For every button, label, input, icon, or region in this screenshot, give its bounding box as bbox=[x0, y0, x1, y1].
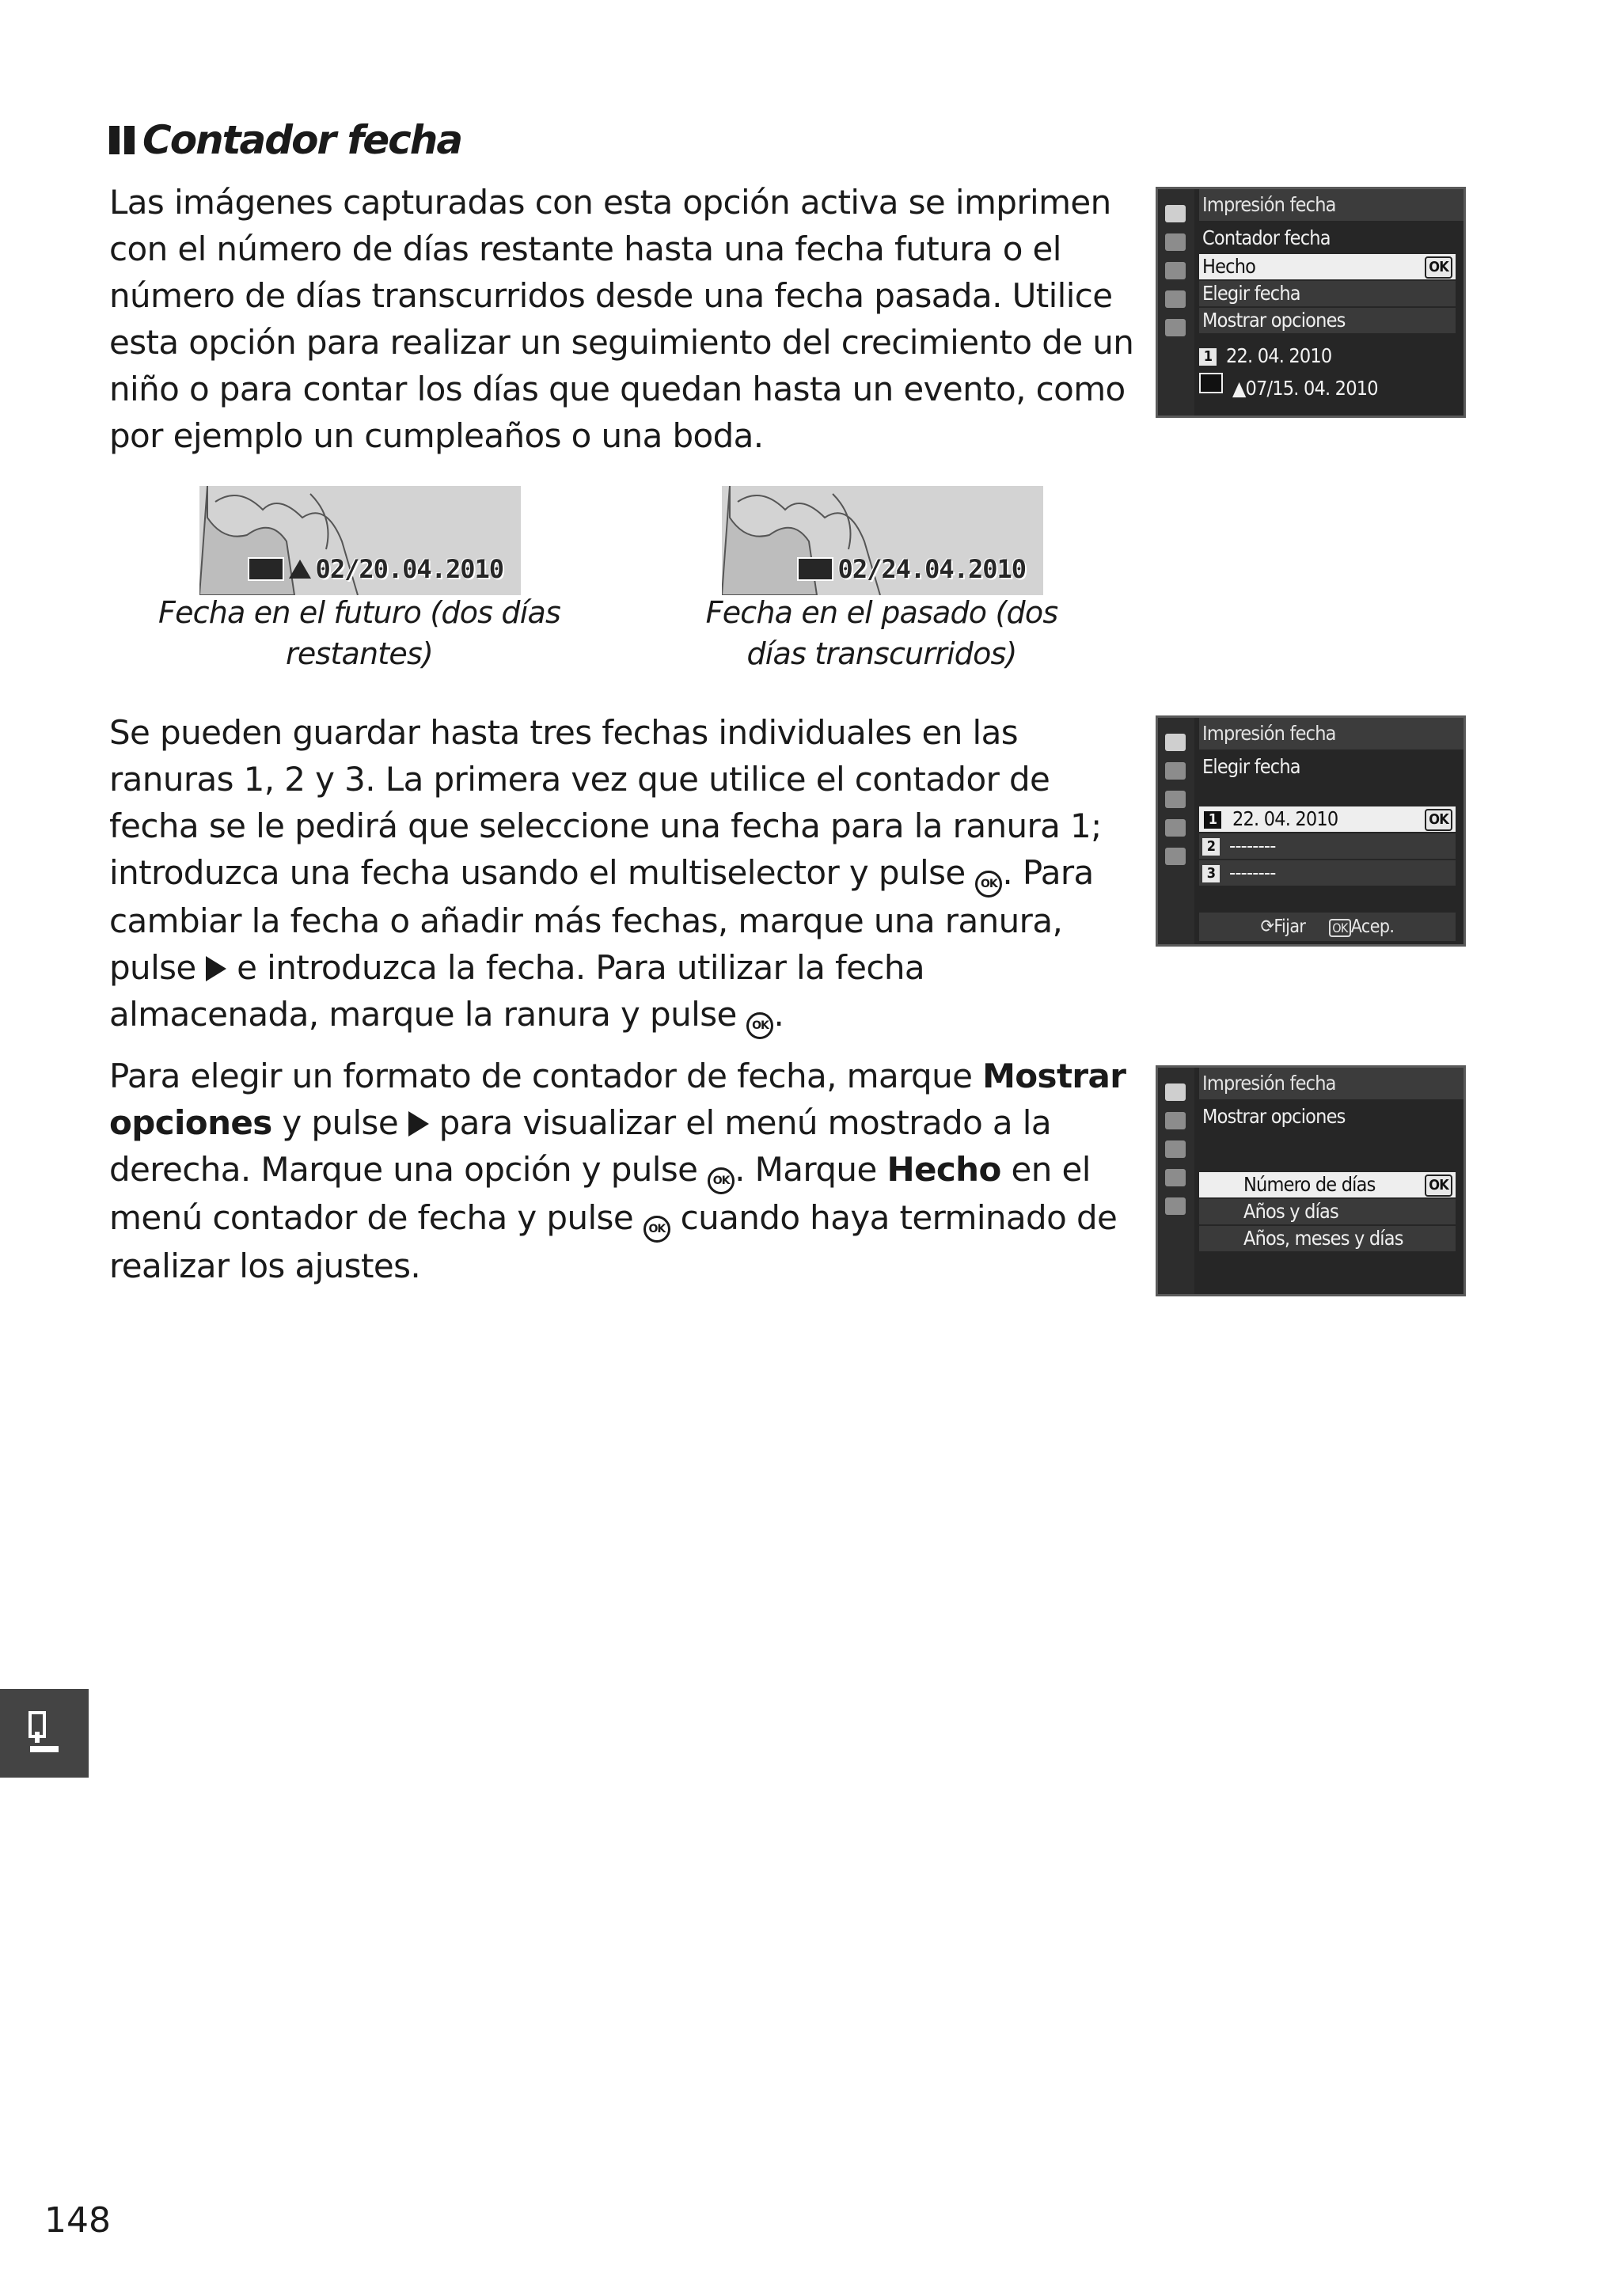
date-stamp: 02/24.04.2010 bbox=[797, 554, 1026, 584]
menu-sidebar bbox=[1158, 1068, 1194, 1294]
camera-screen-date-counter bbox=[1156, 187, 1466, 418]
camera-screen-display-options bbox=[1156, 1065, 1466, 1296]
screen-subtitle: Elegir fecha bbox=[1202, 755, 1300, 778]
ok-button-icon: OK bbox=[1329, 919, 1351, 937]
future-arrow-icon bbox=[289, 560, 311, 579]
menu-sidebar bbox=[1158, 189, 1194, 416]
option-years-days[interactable]: Años y días bbox=[1199, 1199, 1456, 1224]
caption-past: Fecha en el pasado (dos días transcurridos) bbox=[705, 595, 1058, 671]
section-marker-icon bbox=[109, 126, 135, 154]
counter-line: ▲07/15. 04. 2010 bbox=[1199, 373, 1456, 400]
section-heading bbox=[109, 117, 461, 163]
ok-button-icon: OK bbox=[1425, 1175, 1452, 1197]
wrench-icon bbox=[1165, 791, 1186, 808]
mymenu-icon bbox=[1165, 319, 1186, 336]
shooting-icon bbox=[1165, 762, 1186, 780]
camera-screen-choose-date bbox=[1156, 715, 1466, 947]
sample-photo-past bbox=[722, 486, 1043, 595]
ok-button-icon: OK bbox=[1425, 809, 1452, 831]
screen-title: Impresión fecha bbox=[1199, 1068, 1463, 1099]
date-slot-3[interactable]: 3 -------- bbox=[1199, 860, 1456, 886]
date-counter-icon bbox=[248, 557, 284, 581]
intro-paragraph bbox=[109, 179, 1138, 459]
date-slot-2[interactable]: 2 -------- bbox=[1199, 833, 1456, 859]
menu-item-choose-date[interactable]: Elegir fecha bbox=[1199, 281, 1456, 306]
playback-icon bbox=[1165, 1083, 1186, 1101]
date-counter-icon bbox=[797, 557, 833, 581]
ok-button-icon: OK bbox=[1425, 256, 1452, 279]
screen-footer: ⟳Fijar OK Acep. bbox=[1199, 913, 1456, 941]
shooting-icon bbox=[1165, 1112, 1186, 1129]
mymenu-icon bbox=[1165, 1197, 1186, 1215]
multi-selector-right-icon bbox=[206, 956, 226, 981]
wrench-icon bbox=[1165, 262, 1186, 279]
wrench-icon bbox=[1165, 1140, 1186, 1158]
set-icon: ⟳ bbox=[1260, 917, 1274, 937]
screen-subtitle: Contador fecha bbox=[1202, 226, 1331, 249]
ok-button-icon: OK bbox=[643, 1216, 670, 1243]
intro-text: Las imágenes capturadas con esta opción activa se imprimen con el número de días restante hasta una fecha futura o el número de días transcurridos desde una fecha pasada. Utilice esta opción para realizar un seguimiento del crecimiento de un niño o para contar los días que quedan hasta un evento, como por ejemplo un cumpleaños o una boda. bbox=[109, 183, 1134, 455]
screen-subtitle: Mostrar opciones bbox=[1202, 1105, 1346, 1128]
playback-icon bbox=[1165, 734, 1186, 751]
setup-menu-icon bbox=[28, 1711, 60, 1755]
mymenu-icon bbox=[1165, 848, 1186, 865]
retouch-icon bbox=[1165, 819, 1186, 837]
section-title: Contador fecha bbox=[142, 117, 462, 163]
date-counter-icon bbox=[1199, 373, 1223, 393]
page-number: 148 bbox=[44, 2200, 111, 2241]
menu-item-done[interactable]: Hecho OK bbox=[1199, 254, 1456, 279]
option-number-of-days[interactable]: Número de días OK bbox=[1199, 1172, 1456, 1197]
date-slot-1[interactable]: 1 22. 04. 2010 OK bbox=[1199, 806, 1456, 832]
ok-button-icon: OK bbox=[746, 1012, 773, 1039]
multi-selector-right-icon bbox=[408, 1111, 429, 1137]
retouch-icon bbox=[1165, 1169, 1186, 1186]
slots-paragraph: Se pueden guardar hasta tres fechas individuales en las ranuras 1, 2 y 3. La primera vez que utilice el contador de fecha se le pedirá que seleccione una fecha para la ranura 1; introduzca una fecha usando el multiselector y pulse OK . Para cambiar la fecha o añadir más fechas, marque una ranura, pulse e introduzca la fecha. Para utilizar la fecha almacenada, marque la ranura y pulse OK . bbox=[109, 709, 1138, 1039]
display-options-paragraph: Para elegir un formato de contador de fecha, marque Mostrar opciones y pulse para visualizar el menú mostrado a la derecha. Marque una opción y pulse OK . Marque Hecho en el menú contador de fecha y pulse OK cuando haya terminado de realizar los ajustes. bbox=[109, 1057, 1126, 1285]
retouch-icon bbox=[1165, 290, 1186, 308]
date-stamp: 02/20.04.2010 bbox=[248, 554, 503, 584]
menu-item-display-options[interactable]: Mostrar opciones bbox=[1199, 308, 1456, 333]
caption-future: Fecha en el futuro (dos días restantes) bbox=[158, 595, 560, 671]
slot-date-line: 1 22. 04. 2010 bbox=[1199, 344, 1456, 367]
ok-button-icon: OK bbox=[708, 1167, 735, 1194]
screen-title: Impresión fecha bbox=[1199, 718, 1463, 750]
menu-sidebar bbox=[1158, 718, 1194, 944]
ok-button-icon: OK bbox=[975, 871, 1002, 898]
slot-number: 1 bbox=[1199, 348, 1217, 366]
setup-menu-tab bbox=[0, 1689, 89, 1778]
option-years-months-days[interactable]: Años, meses y días bbox=[1199, 1226, 1456, 1251]
screen-title: Impresión fecha bbox=[1199, 189, 1463, 221]
sample-photo-future bbox=[199, 486, 521, 595]
playback-icon bbox=[1165, 205, 1186, 222]
shooting-icon bbox=[1165, 233, 1186, 251]
